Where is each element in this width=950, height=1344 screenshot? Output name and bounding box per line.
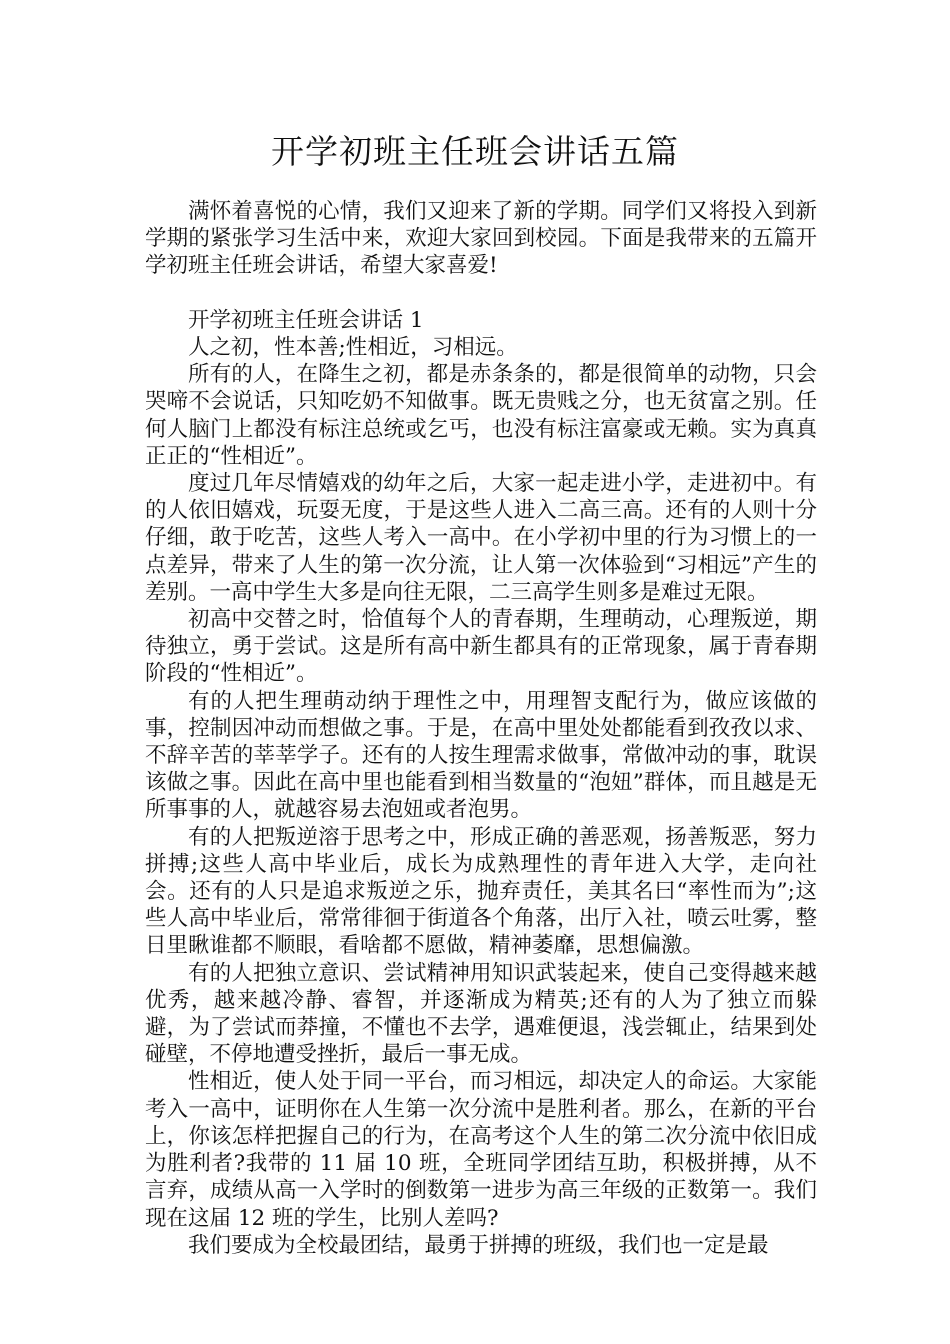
body-paragraph: 人之初，性本善;性相近，习相远。: [188, 335, 518, 360]
body-paragraph: 性相近，使人处于同一平台，而习相远，却决定人的命运。大家能考入一高中，证明你在人生第一次分流中是胜利者。那么，在新的平台上，你该怎样把握自己的行为，在高考这个人生的第二次分流中依旧成为胜利者?我带的 11 届 10 班，全班同学团结互助，积极拼搏，从不言弃，成绩从高一入学时的倒数第一进步为高三年级的正数第一。我们现在这届 12 班的学生，比别人差吗?: [145, 1069, 817, 1231]
document-title: 开学初班主任班会讲话五篇: [271, 132, 679, 171]
body-paragraph: 有的人把叛逆溶于思考之中，形成正确的善恶观，扬善叛恶，努力拼搏;这些人高中毕业后，成长为成熟理性的青年进入大学，走向社会。还有的人只是追求叛逆之乐，抛弃责任，美其名曰“率性而为”;这些人高中毕业后，常常徘徊于街道各个角落，出厅入社，喷云吐雾，整日里瞅谁都不顺眼，看啥都不愿做，精神萎靡，思想偏激。: [145, 824, 817, 959]
body-paragraph: 初高中交替之时，恰值每个人的青春期，生理萌动，心理叛逆，期待独立，勇于尝试。这是所有高中新生都具有的正常现象，属于青春期阶段的“性相近”。: [145, 607, 817, 687]
body-paragraph: 有的人把生理萌动纳于理性之中，用理智支配行为，做应该做的事，控制因冲动而想做之事。于是，在高中里处处都能看到孜孜以求、不辞辛苦的莘莘学子。还有的人按生理需求做事，常做冲动的事，耽误该做之事。因此在高中里也能看到相当数量的“泡妞”群体，而且越是无所事事的人，就越容易去泡妞或者泡男。: [145, 688, 817, 823]
document-body: [145, 198, 817, 1259]
body-paragraph: 度过几年尽情嬉戏的幼年之后，大家一起走进小学，走进初中。有的人依旧嬉戏，玩耍无度，于是这些人进入二高三高。还有的人则十分仔细，敢于吃苦，这些人考入一高中。在小学初中里的行为习惯上的一点差异，带来了人生的第一次分流，让人第一次体验到“习相远”产生的差别。一高中学生大多是向往无限，二三高学生则多是难过无限。: [145, 471, 817, 605]
body-paragraph: 有的人把独立意识、尝试精神用知识武装起来，使自己变得越来越优秀，越来越冷静、睿智，并逐渐成为精英;还有的人为了独立而躲避，为了尝试而莽撞，不懂也不去学，遇难便退，浅尝辄止，结果到处碰壁，不停地遭受挫折，最后一事无成。: [145, 960, 817, 1068]
paragraph-gap: [145, 280, 817, 307]
body-paragraph: 所有的人，在降生之初，都是赤条条的，都是很简单的动物，只会哭啼不会说话，只知吃奶不知做事。既无贵贱之分，也无贫富之别。任何人脑门上都没有标注总统或乞丐，也没有标注富豪或无赖。实为真真正正的“性相近”。: [145, 362, 817, 469]
section-heading: 开学初班主任班会讲话 1: [188, 307, 424, 333]
body-paragraph: 我们要成为全校最团结，最勇于拼搏的班级，我们也一定是最: [188, 1232, 769, 1258]
intro-paragraph: 满怀着喜悦的心情，我们又迎来了新的学期。同学们又将投入到新学期的紧张学习生活中来，欢迎大家回到校园。下面是我带来的五篇开学初班主任班会讲话，希望大家喜爱!: [145, 199, 817, 279]
